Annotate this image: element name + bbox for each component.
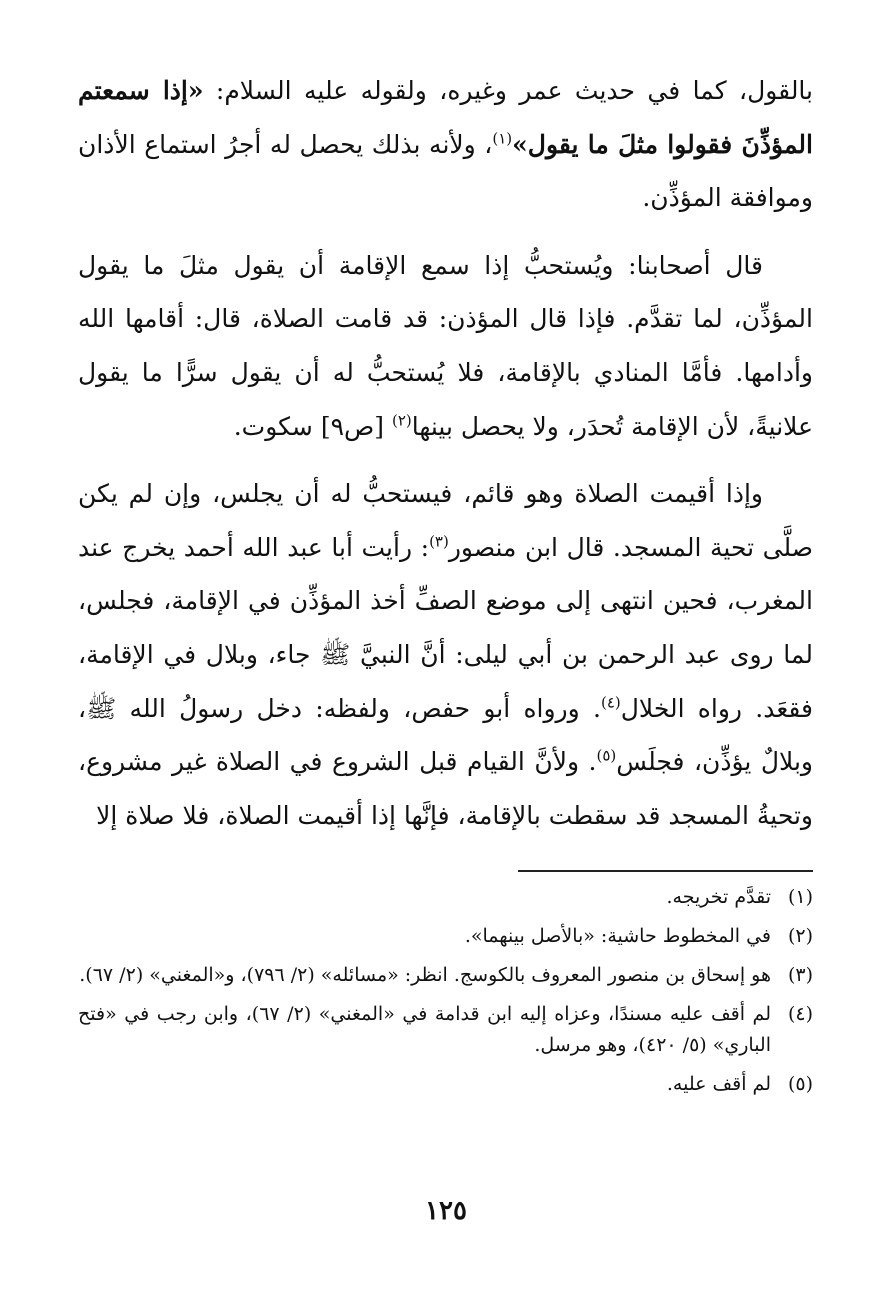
footnote-number: (٤) bbox=[787, 1003, 813, 1025]
footnote-divider bbox=[518, 870, 813, 872]
footnote-ref-1[interactable]: (١) bbox=[492, 129, 513, 148]
footnote-1 bbox=[78, 882, 813, 913]
footnote-5 bbox=[78, 1069, 813, 1100]
paragraph-2-text-b: [ص٩] سكوت. bbox=[233, 411, 392, 441]
paragraph-1 bbox=[78, 64, 813, 225]
paragraph-3-text-c: . ورواه أبو حفص، ولفظه: دخل رسولُ الله ﷺ، وبلالٌ يؤذِّن، فجلَس bbox=[78, 693, 813, 777]
paragraph-2-text-a: قال أصحابنا: ويُستحبُّ إذا سمع الإقامة أن يقول مثلَ ما يقول المؤذِّن، لما تقدَّم. فإذا قال المؤذن: قد قامت الصلاة، قال: أقامها الله وأدامها. فأمَّا المنادي بالإقامة، فلا يُستحبُّ له أن يقول سرًّا ما يقول علانيةً، لأن الإقامة تُحدَر، ولا يحصل بينها bbox=[78, 250, 813, 441]
footnote-number: (٥) bbox=[787, 1073, 813, 1095]
footnote-text: لم أقف عليه مسندًا، وعزاه إليه ابن قدامة في «المغني» (٢/ ٦٧)، وابن رجب في «فتح الباري» (٥/ ٤٢٠)، وهو مرسل. bbox=[78, 1003, 771, 1056]
main-text bbox=[78, 64, 813, 856]
paragraph-1-text-a: بالقول، كما في حديث عمر وغيره، ولقوله عليه السلام: bbox=[203, 76, 814, 105]
footnote-3 bbox=[78, 960, 813, 991]
footnote-ref-5[interactable]: (٥) bbox=[596, 746, 617, 765]
paragraph-3-text-d: . ولأنَّ القيام قبل الشروع في الصلاة غير مشروع، وتحيةُ المسجد قد سقطت بالإقامة، فإنَّها إذا أقيمت الصلاة، فلا صلاة إلا bbox=[78, 747, 813, 830]
page-number: ١٢٥ bbox=[425, 1196, 467, 1226]
footnote-text: هو إسحاق بن منصور المعروف بالكوسج. انظر: «مسائله» (٢/ ٧٩٦)، و«المغني» (٢/ ٦٧). bbox=[79, 964, 771, 986]
footnote-ref-2[interactable]: (٢) bbox=[391, 411, 412, 430]
footnote-text: تقدَّم تخريجه. bbox=[666, 886, 771, 908]
footnotes bbox=[78, 882, 813, 1108]
paragraph-3-text-a: وإذا أقيمت الصلاة وهو قائم، فيستحبُّ له أن يجلس، وإن لم يكن صلَّى تحية المسجد. قال ابن منصور bbox=[78, 479, 813, 562]
footnote-text: في المخطوط حاشية: «بالأصل بينهما». bbox=[464, 925, 771, 947]
footnote-number: (٣) bbox=[787, 964, 813, 986]
footnote-text: لم أقف عليه. bbox=[666, 1073, 771, 1095]
paragraph-3-text-b: : رأيت أبا عبد الله أحمد يخرج عند المغرب، فحين انتهى إلى موضع الصفِّ أخذ المؤذِّن في الإقامة، فجلس، لما روى عبد الرحمن بن أبي ليلى: أنَّ النبيَّ ﷺ جاء، وبلال في الإقامة، فقعَد. رواه الخلال bbox=[78, 532, 814, 723]
hadith-quote: «إذا سمعتم المؤذِّنَ فقولوا مثلَ ما يقول» bbox=[78, 76, 813, 159]
paragraph-3 bbox=[78, 467, 813, 842]
footnote-number: (١) bbox=[787, 886, 813, 908]
footnote-ref-4[interactable]: (٤) bbox=[600, 693, 621, 712]
paragraph-1-text-b: ، ولأنه بذلك يحصل له أجرُ استماع الأذان وموافقة المؤذِّن. bbox=[78, 129, 813, 213]
footnote-2 bbox=[78, 921, 813, 952]
footnote-number: (٢) bbox=[787, 925, 813, 947]
footnote-ref-3[interactable]: (٣) bbox=[429, 532, 449, 551]
paragraph-2 bbox=[78, 239, 813, 453]
footnote-4 bbox=[78, 999, 813, 1061]
